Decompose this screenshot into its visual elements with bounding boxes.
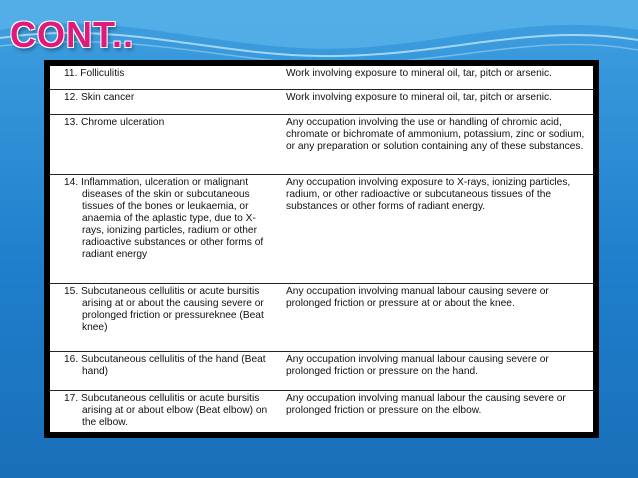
disease-cell: 12. Skin cancer: [50, 90, 272, 115]
occupational-disease-table: [50, 66, 593, 434]
occupation-cell: Any occupation involving the use or handling of chromic acid, chromate or bichromate of ammonium, potassium, zinc or sodium, or any preparation or solution containing any of these substances.: [272, 115, 593, 175]
occupation-cell: Any occupation involving exposure to X-rays, ionizing particles, radium, or other radioactive or subcutaneous tissues of the substances or other forms of radiant energy.: [272, 175, 593, 284]
disease-text: 14. Inflammation, ulceration or malignant diseases of the skin or subcutaneous tissues of the bones or leukaemia, or anaemia of the aplastic type, due to X-rays, ionizing particles, radium or other radioactive substances or other forms of radiant energy: [64, 177, 264, 260]
table-row: [50, 90, 593, 115]
table-row: [50, 175, 593, 284]
disease-cell: [50, 284, 272, 352]
table-row: [50, 284, 593, 352]
disease-text: 15. Subcutaneous cellulitis or acute bursitis arising at or about the causing severe or prolonged friction or pressureknee (Beat knee): [64, 286, 264, 333]
disease-cell: [50, 175, 272, 284]
slide-title: CONT..: [10, 14, 135, 55]
occupation-cell: Work involving exposure to mineral oil, tar, pitch or arsenic.: [272, 90, 593, 115]
disease-cell: [50, 391, 272, 435]
table-frame: [44, 60, 599, 438]
occupation-cell: Work involving exposure to mineral oil, tar, pitch or arsenic.: [272, 66, 593, 90]
disease-text: 16. Subcutaneous cellulitis of the hand (Beat hand): [64, 354, 266, 377]
table-row: [50, 352, 593, 391]
disease-cell: 11. Folliculitis: [50, 66, 272, 90]
disease-cell: 13. Chrome ulceration: [50, 115, 272, 175]
occupation-cell: Any occupation involving manual labour the causing severe or prolonged friction or pressure on the elbow.: [286, 393, 566, 416]
disease-cell: [50, 352, 272, 391]
occupation-cell: Any occupation involving manual labour causing severe or prolonged friction or pressure on the hand.: [272, 352, 593, 391]
disease-text: 17. Subcutaneous cellulitis or acute bursitis arising at or about elbow (Beat elbow) on the elbow.: [64, 393, 268, 428]
occupation-cell: Any occupation involving manual labour causing severe or prolonged friction or pressure at or about the knee.: [272, 284, 593, 352]
table-row: [50, 115, 593, 175]
table-row: [50, 66, 593, 90]
table-container: [48, 64, 595, 434]
table-row: [50, 391, 593, 435]
